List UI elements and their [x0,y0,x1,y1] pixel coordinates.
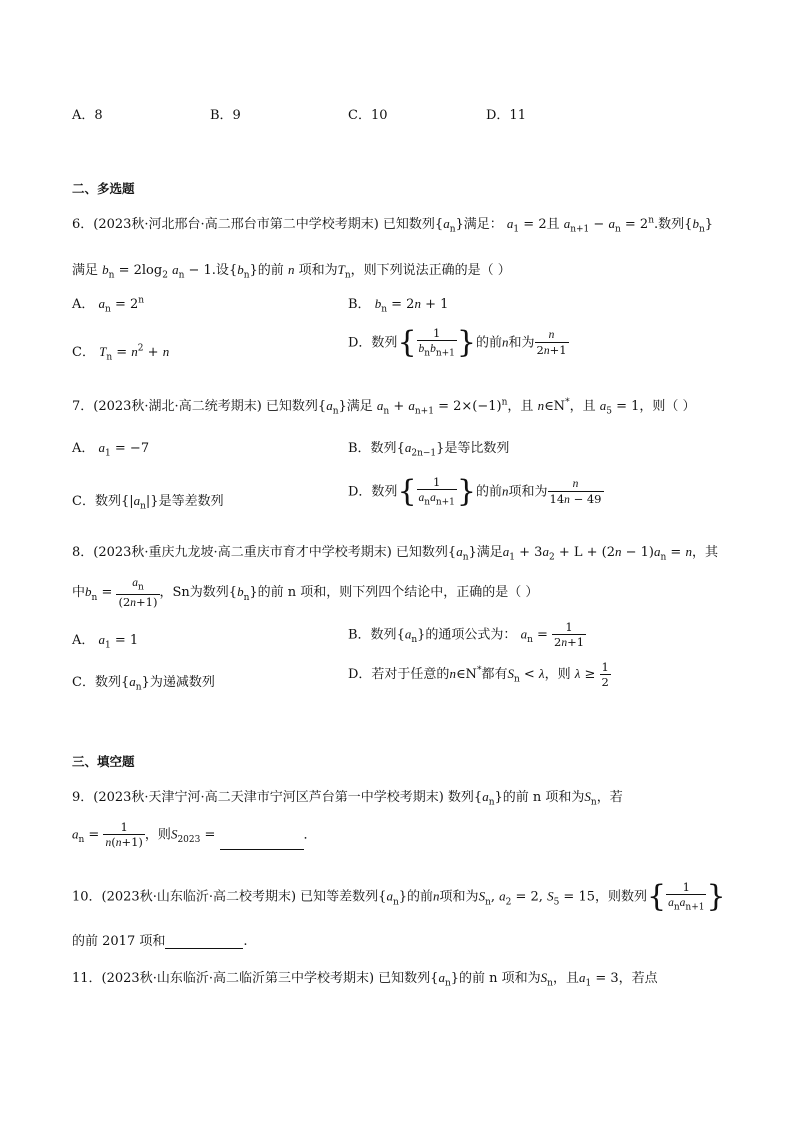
q10-line2: 的前 2017 项和 . [72,934,248,949]
q6-option-d: D．数列{ $\frac{1}{b_nb_{n+1}}$ }的前n和为 $\frac{n}{2n+1}$ [348,325,567,361]
q6-option-b: B． $b_n = 2n + 1$ [348,296,449,315]
q10-answer-blank[interactable] [165,934,243,949]
q9-line2: $a_n$ = $\frac{1}{n(n+1)}$ ，则$S_{2023}$ = ． [72,820,317,849]
q8-line2: 中$b_n$ = $\frac{a_n}{(2n+1)}$ ，Sn为数列$\{b_n\}$的前 n 项和，则下列四个结论中，正确的是（ ） [72,577,539,610]
q7-line1: 7．(2023秋·湖北·高二统考期末) 已知数列$\{a_n\}$满足 $a_n + a_{n+1} = 2\times(-1)^n$，且 n∈N*，且 $a_5 = 1$，则（ ） [72,397,696,417]
q8-option-c: C．数列$\{a_n\}$为递减数列 [72,674,215,693]
q6-option-a: A． $a_n = 2^n$ [72,295,145,315]
q6-line2: 满足 $b_n = 2\log_2$ $a_n - 1$.设$\{b_n\}$的前 n 项和为$T_n$，则下列说法正确的是（ ） [72,262,511,281]
q6-option-c: C． $T_n = n^2 + n$ [72,343,170,363]
q11-line1: 11．(2023秋·山东临沂·高二临沂第三中学校考期末) 已知数列$\{a_n\}$的前 n 项和为$S_n$，且$a_1 = 3$，若点 [72,970,658,989]
q9-line1: 9．(2023秋·天津宁河·高二天津市宁河区芦台第一中学校考期末) 数列$\{a_n\}$的前 n 项和为$S_n$，若 [72,789,623,808]
q7-option-b: B．数列$\{a_{2n-1}\}$是等比数列 [348,440,510,459]
q6-line1: 6．(2023秋·河北邢台·高二邢台市第二中学校考期末) 已知数列$\{a_n\}$满足： $a_1 = 2$且 $a_{n+1} - a_n = 2^n$.数列$\{b_n\}$ [72,215,714,235]
section-heading-fill-in: 三、填空题 [72,754,135,769]
q5-option-d: D．11 [486,108,526,123]
q5-option-a: A．8 [72,108,103,123]
q5-option-c: C．10 [348,108,388,123]
q8-option-d: D．若对于任意的n∈N*都有$S_n < \lambda$，则 λ ≥ $\frac{1}{2}$ [348,660,609,689]
q8-line1: 8．(2023秋·重庆九龙坡·高二重庆市育才中学校考期末) 已知数列$\{a_n\}$满足$a_1 + 3a_2 + L + (2n - 1)a_n = n$，其 [72,544,718,563]
q7-option-c: C．数列$\{|a_n|\}$是等差数列 [72,493,224,512]
q9-answer-blank[interactable] [220,835,304,850]
q8-option-b: B．数列$\{a_n\}$的通项公式为： $a_n$ = $\frac{1}{2n+1}$ [348,620,585,649]
section-heading-multiple-choice: 二、多选题 [72,181,135,196]
q7-option-d: D．数列{ $\frac{1}{a_na_{n+1}}$ }的前n项和为 $\frac{n}{14n - 49}$ [348,474,602,510]
q5-option-b: B．9 [210,108,241,123]
q10-line1: 10．(2023秋·山东临沂·高二校考期末) 已知等差数列$\{a_n\}$的前n项和为$S_n$, $a_2 = 2$, $S_5 = 15$，则数列{ $\frac{1}{a_na_{n+1}}$ } [72,879,726,915]
q7-option-a: A． $a_1 = -7$ [72,440,150,459]
q8-option-a: A． $a_1 = 1$ [72,632,139,651]
